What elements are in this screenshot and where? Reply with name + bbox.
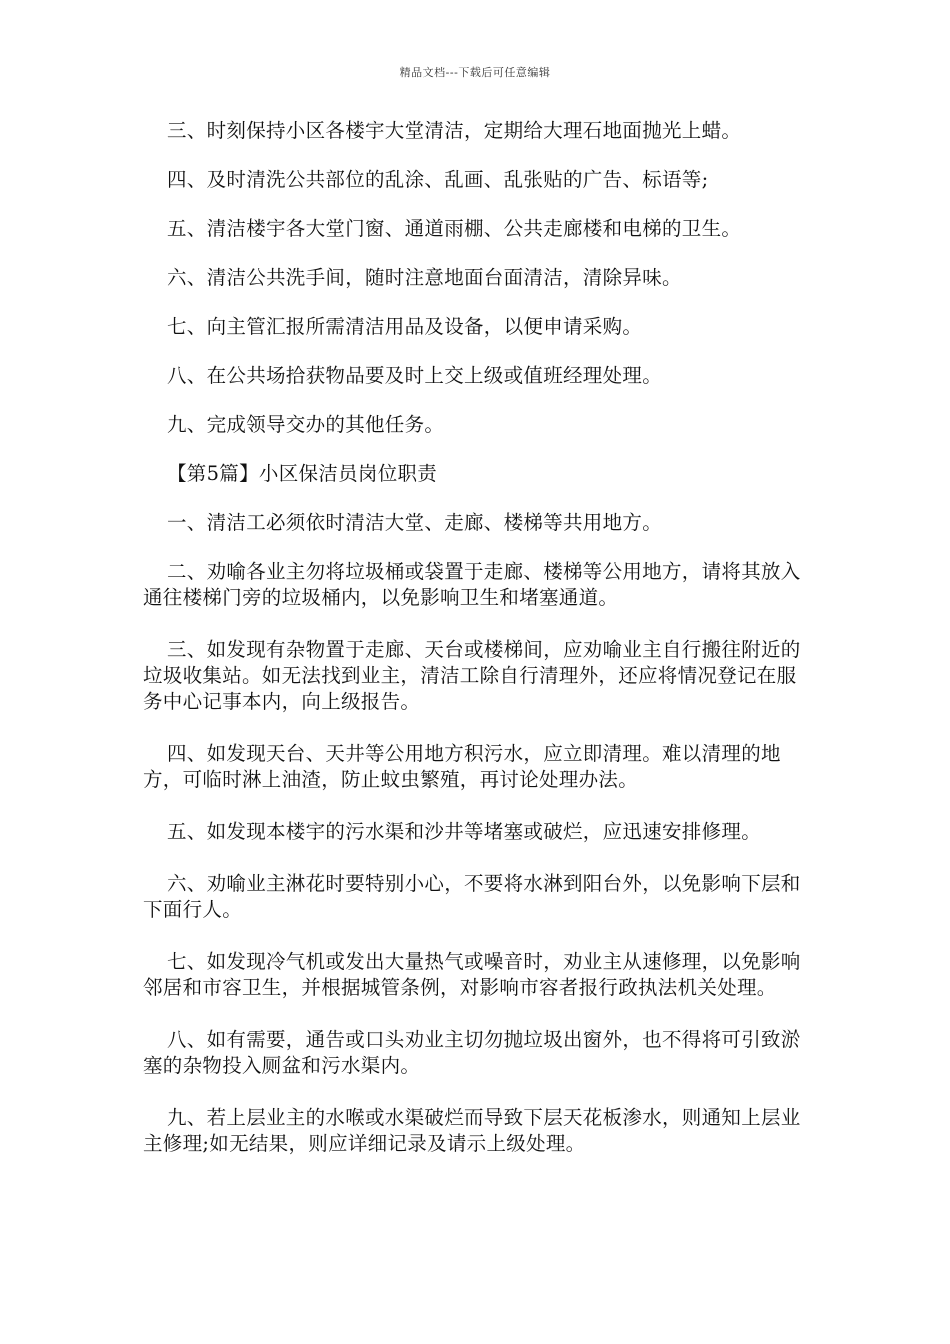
document-body — [143, 118, 810, 1183]
duty-item-8: 八、如有需要，通告或口头劝业主切勿抛垃圾出窗外，也不得将可引致淤塞的杂物投入厕盆和污水渠内。 — [143, 1028, 801, 1077]
duty-item-7: 七、如发现冷气机或发出大量热气或噪音时，劝业主从速修理，以免影响邻居和市容卫生，并根据城管条例，对影响市容者报行政执法机关处理。 — [143, 950, 801, 999]
section-heading: 【第5篇】小区保洁员岗位职责 — [167, 462, 438, 485]
duty-item-5: 五、如发现本楼宇的污水渠和沙井等堵塞或破烂，应迅速安排修理。 — [167, 820, 762, 843]
paragraph-item-9: 九、完成领导交办的其他任务。 — [167, 413, 445, 436]
duty-item-1: 一、清洁工必须依时清洁大堂、走廊、楼梯等共用地方。 — [167, 511, 663, 534]
paragraph-item-6: 六、清洁公共洗手间，随时注意地面台面清洁，清除异味。 — [167, 266, 682, 289]
paragraph-item-7: 七、向主管汇报所需清洁用品及设备，以便申请采购。 — [167, 315, 643, 338]
duty-item-2: 二、劝喻各业主勿将垃圾桶或袋置于走廊、楼梯等公用地方，请将其放入通往楼梯门旁的垃圾桶内，以免影响卫生和堵塞通道。 — [143, 560, 801, 609]
duty-item-9: 九、若上层业主的水喉或水渠破烂而导致下层天花板渗水，则通知上层业主修理;如无结果，则应详细记录及请示上级处理。 — [143, 1106, 801, 1155]
page-header: 精品文档---下载后可任意编辑 — [399, 66, 551, 79]
paragraph-item-8: 八、在公共场拾获物品要及时上交上级或值班经理处理。 — [167, 364, 663, 387]
paragraph-item-5: 五、清洁楼宇各大堂门窗、通道雨棚、公共走廊楼和电梯的卫生。 — [167, 217, 742, 240]
duty-item-4: 四、如发现天台、天井等公用地方积污水，应立即清理。难以清理的地方，可临时淋上油渣，防止蚊虫繁殖，再讨论处理办法。 — [143, 742, 781, 791]
duty-item-6: 六、劝喻业主淋花时要特别小心，不要将水淋到阳台外，以免影响下层和下面行人。 — [143, 872, 801, 921]
paragraph-item-4: 四、及时清洗公共部位的乱涂、乱画、乱张贴的广告、标语等; — [167, 168, 709, 191]
duty-item-3: 三、如发现有杂物置于走廊、天台或楼梯间，应劝喻业主自行搬往附近的垃圾收集站。如无法找到业主，清洁工除自行清理外，还应将情况登记在服务中心记事本内，向上级报告。 — [143, 638, 801, 713]
paragraph-item-3: 三、时刻保持小区各楼宇大堂清洁，定期给大理石地面抛光上蜡。 — [167, 119, 742, 142]
